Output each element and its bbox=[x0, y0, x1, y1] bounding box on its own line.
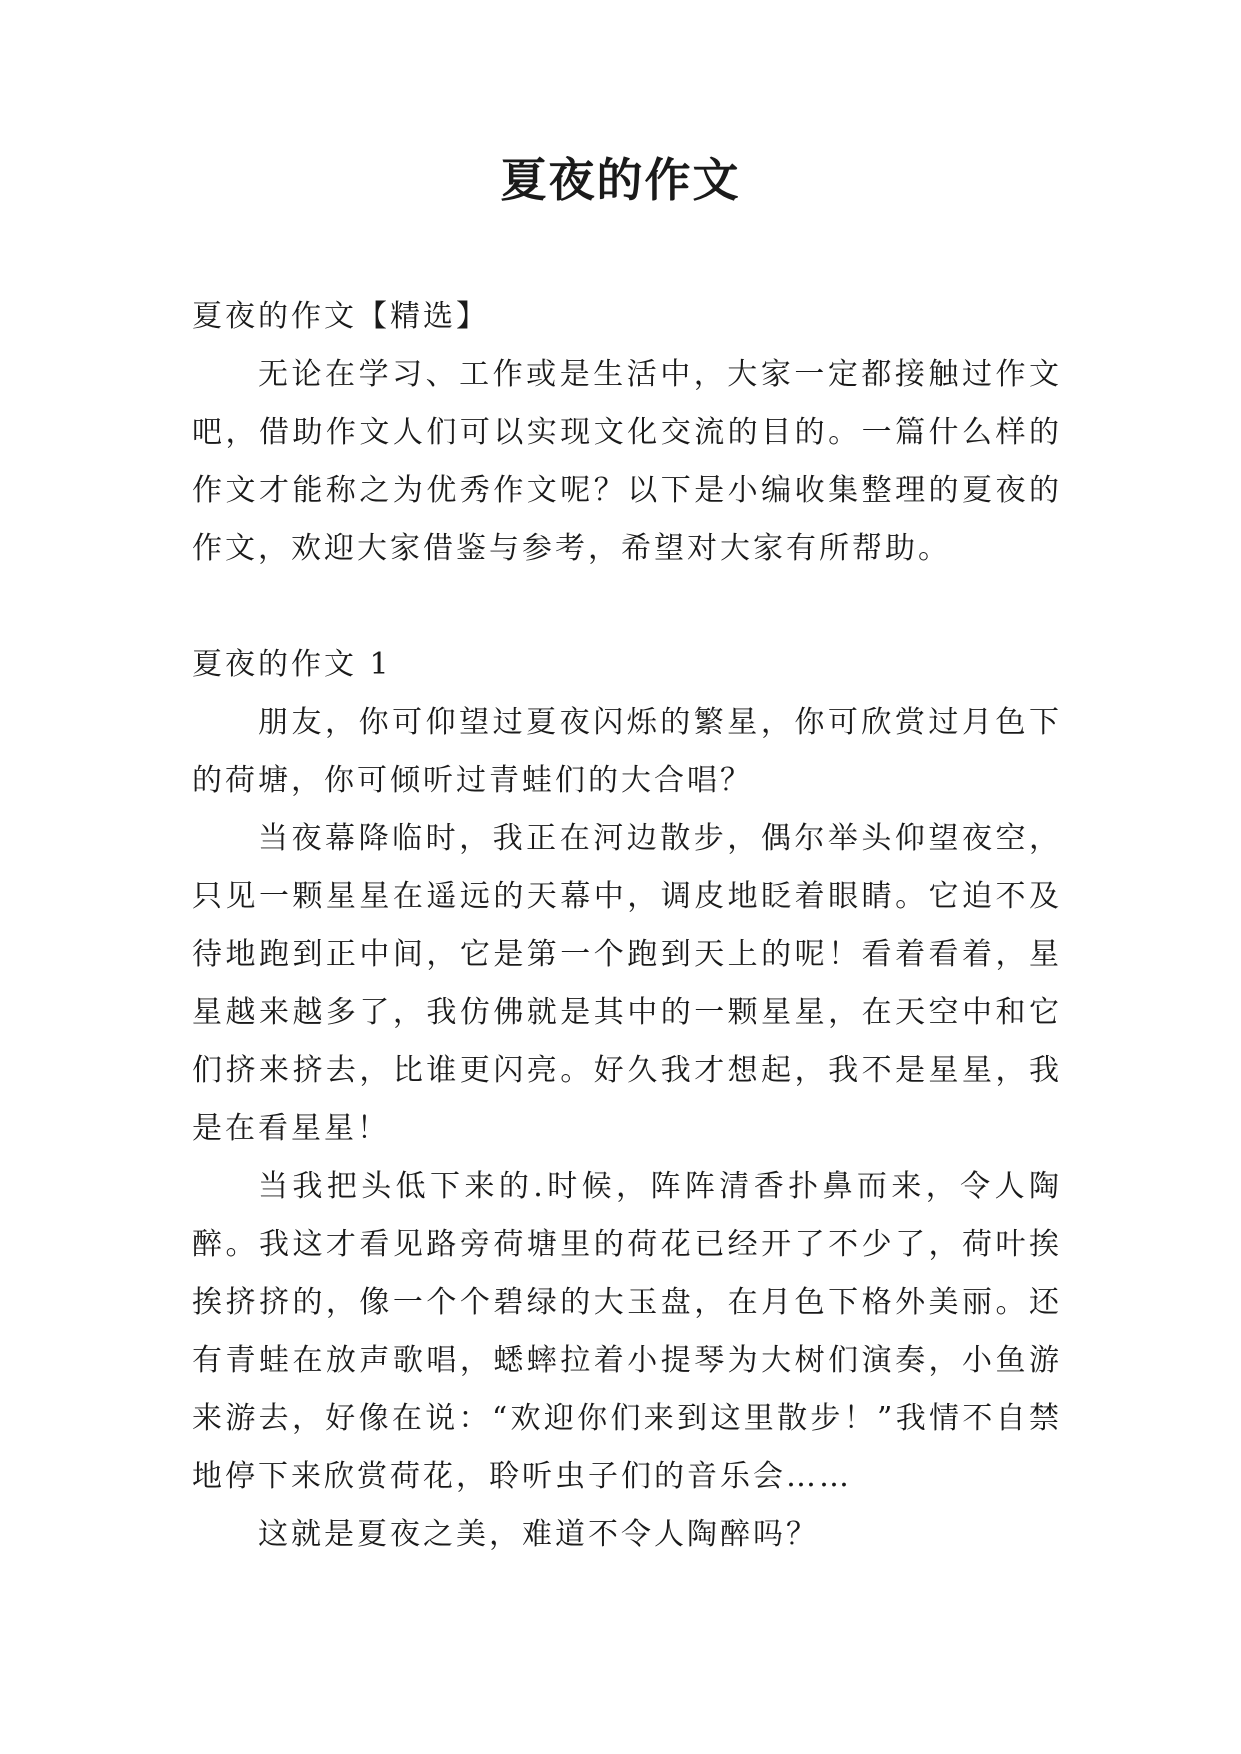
document-body bbox=[192, 288, 1062, 1564]
section-heading: 夏夜的作文 1 bbox=[192, 647, 392, 682]
body-paragraph-2: 当夜幕降临时，我正在河边散步，偶尔举头仰望夜空，只见一颗星星在遥远的天幕中，调皮地眨着眼睛。它迫不及待地跑到正中间，它是第一个跑到天上的呢！看着看着，星星越来越多了，我仿佛就是其中的一颗星星，在天空中和它们挤来挤去，比谁更闪亮。好久我才想起，我不是星星，我是在看星星！ bbox=[192, 821, 1062, 1146]
intro-heading: 夏夜的作文【精选】 bbox=[192, 299, 489, 334]
body-paragraph-1: 朋友，你可仰望过夏夜闪烁的繁星，你可欣赏过月色下的荷塘，你可倾听过青蛙们的大合唱？ bbox=[192, 705, 1062, 798]
intro-paragraph: 无论在学习、工作或是生活中，大家一定都接触过作文吧，借助作文人们可以实现文化交流的目的。一篇什么样的作文才能称之为优秀作文呢？以下是小编收集整理的夏夜的作文，欢迎大家借鉴与参考，希望对大家有所帮助。 bbox=[192, 357, 1062, 566]
document-title: 夏夜的作文 bbox=[500, 153, 741, 207]
body-paragraph-4: 这就是夏夜之美，难道不令人陶醉吗？ bbox=[258, 1517, 819, 1552]
body-paragraph-3: 当我把头低下来的.时候，阵阵清香扑鼻而来，令人陶醉。我这才看见路旁荷塘里的荷花已经开了不少了，荷叶挨挨挤挤的，像一个个碧绿的大玉盘，在月色下格外美丽。还有青蛙在放声歌唱，蟋蟀拉着小提琴为大树们演奏，小鱼游来游去，好像在说：“欢迎你们来到这里散步！”我情不自禁地停下来欣赏荷花，聆听虫子们的音乐会…… bbox=[192, 1169, 1062, 1494]
section-spacer bbox=[192, 578, 1062, 636]
